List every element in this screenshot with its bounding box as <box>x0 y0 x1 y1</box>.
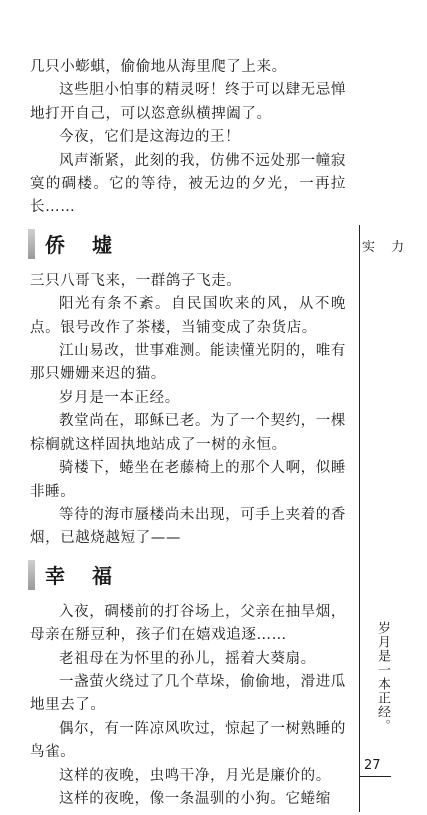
body-paragraph: 这些胆小怕事的精灵呀！终于可以肆无忌惮地打开自己，可以恣意纵横捭阖了。 <box>30 82 346 122</box>
body-paragraph: 入夜，碉楼前的打谷场上，父亲在抽旱烟，母亲在掰豆种，孩子们在嬉戏追逐…… <box>30 603 346 644</box>
section-heading <box>30 222 346 266</box>
heading-marker <box>28 560 35 590</box>
body-paragraph: 偶尔，有一阵凉风吹过，惊起了一树熟睡的鸟雀。 <box>30 720 346 761</box>
body-paragraph: 风声渐紧，此刻的我，仿佛不远处那一幢寂寞的碉楼。它的等待，被无边的夕光，一再拉长…… <box>30 152 346 216</box>
body-paragraph: 一盏萤火绕过了几个草垛，偷偷地，滑进瓜地里去了。 <box>30 673 346 714</box>
body-paragraph: 这样的夜晚，虫鸣干净，月光是廉价的。 <box>59 767 331 784</box>
body-paragraph: 岁月是一本正经。 <box>59 389 180 406</box>
body-paragraph: 今夜，它们是这海边的王！ <box>59 129 241 146</box>
sidebar-label: 实 力 <box>362 240 411 255</box>
body-paragraph: 这样的夜晚，像一条温驯的小狗。它蜷缩 <box>59 790 331 807</box>
body-paragraph: 骑楼下，蜷坐在老藤椅上的那个人啊，似睡非睡。 <box>30 460 346 500</box>
body-paragraph: 江山易改，世事难测。能读懂光阴的，唯有那只姗姗来迟的猫。 <box>30 343 346 383</box>
body-paragraph: 老祖母在为怀里的孙儿，摇着大葵扇。 <box>59 650 316 667</box>
section-title: 幸 福 <box>45 564 122 589</box>
body-paragraph: 几只小蟛蜞，偷偷地从海里爬了上来。 <box>30 59 287 75</box>
page-number: 27 <box>364 758 381 773</box>
heading-marker <box>28 229 35 259</box>
body-paragraph: 教堂尚在，耶稣已老。为了一个契约，一棵棕榈就这样固执地站成了一树的永恒。 <box>30 413 346 453</box>
main-text-column <box>30 56 346 811</box>
page-number-rule <box>359 776 391 777</box>
body-paragraph: 等待的海市蜃楼尚未出现，可手上夹着的香烟，已越烧越短了—— <box>30 506 346 547</box>
body-paragraph: 阳光有条不紊。自民国吹来的风，从不晚点。银号改作了茶楼，当铺变成了杂货店。 <box>30 296 346 336</box>
section-title: 侨 墟 <box>45 233 122 258</box>
sidebar-rule <box>359 225 360 812</box>
section-heading <box>30 553 346 597</box>
sidebar-quote: 岁月是一本正经。 <box>375 621 390 733</box>
body-paragraph: 三只八哥飞来，一群鸽子飞走。 <box>30 272 242 289</box>
